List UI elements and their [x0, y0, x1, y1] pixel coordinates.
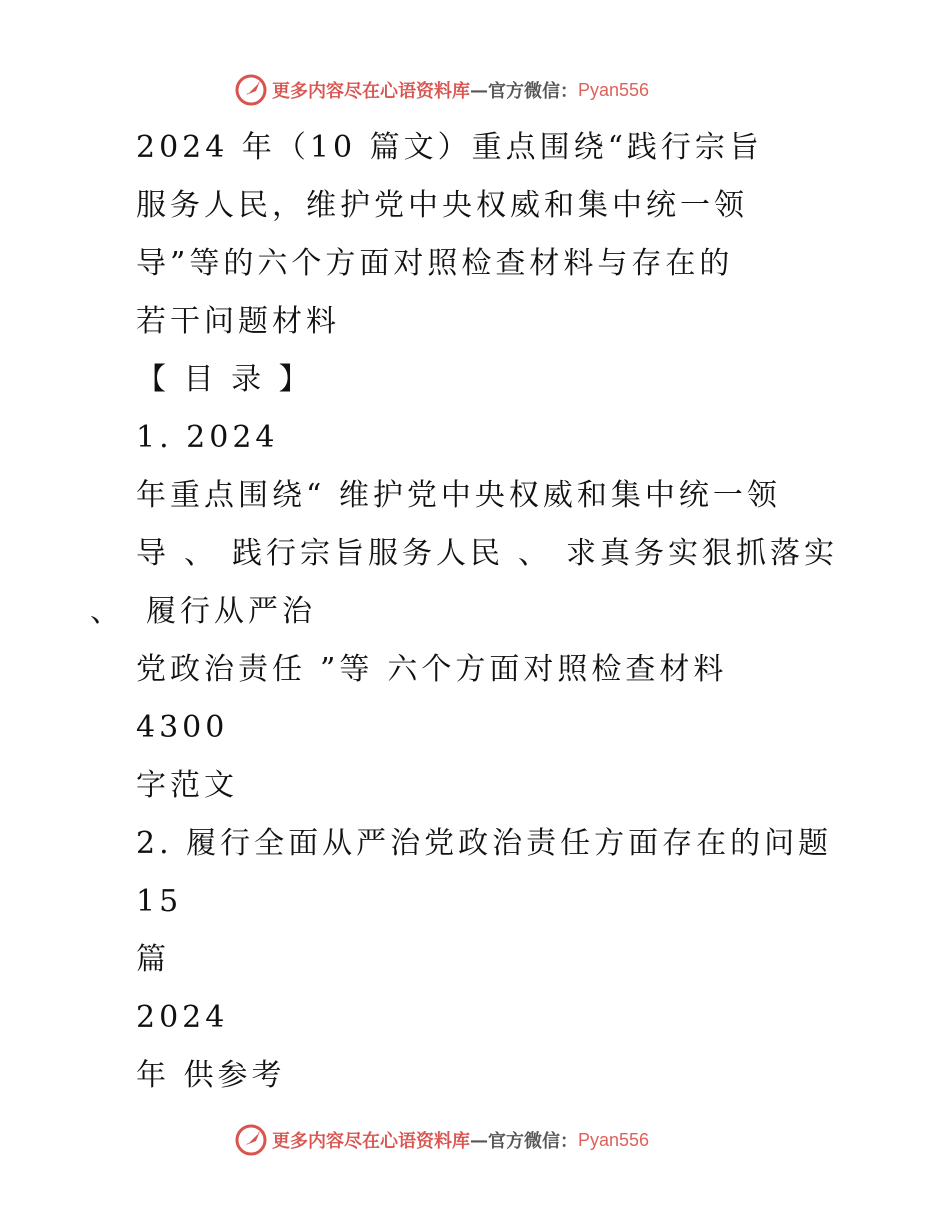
toc-separator: 、 [184, 536, 218, 571]
title-line-2: 服务人民，维护党中央权威和集中统一领 [136, 188, 748, 223]
watermark-header [234, 72, 649, 108]
toc-item-1-line-3 [136, 534, 838, 574]
toc-item-1-line-5 [136, 650, 727, 690]
watermark-wechat-id: Pyan556 [578, 79, 650, 100]
toc-item-2-count: 15 [136, 884, 183, 919]
toc-separator: 、 [90, 594, 124, 629]
watermark-brand: 更多内容尽在心语资料库 [272, 1131, 470, 1152]
watermark-footer [234, 1122, 649, 1158]
toc-text: 党政治责任 [136, 652, 306, 687]
feather-logo-icon [234, 73, 268, 107]
toc-text: 六个方面对照检查材料 [387, 652, 728, 687]
toc-item-1-line-4 [90, 592, 316, 632]
toc-text: 践行宗旨服务人民 [232, 536, 504, 571]
toc-text: 求真务实狠抓落实 [566, 536, 838, 571]
toc-item-2-line-3: 篇 [136, 942, 170, 977]
toc-separator: 、 [518, 536, 552, 571]
title-line-4: 若干问题材料 [136, 304, 340, 339]
toc-heading: 【 目 录 】 [136, 362, 313, 397]
watermark-dash: — [470, 1129, 488, 1151]
watermark-wechat-id: Pyan556 [578, 1129, 650, 1150]
toc-text: ”等 [320, 652, 374, 687]
toc-item-1-line-7: 字范文 [136, 768, 238, 803]
toc-item-2-line-1: 2. 履行全面从严治党政治责任方面存在的问题 [136, 826, 833, 861]
watermark-wechat-label: 官方微信： [488, 81, 578, 102]
watermark-dash: — [470, 79, 488, 101]
toc-text: 导 [136, 536, 170, 571]
watermark-wechat-label: 官方微信： [488, 1131, 578, 1152]
toc-item-2-year: 2024 [136, 1000, 229, 1035]
title-line-3: 导”等的六个方面对照检查材料与存在的 [136, 246, 734, 281]
toc-item-2-line-5: 年 供参考 [136, 1058, 286, 1093]
toc-text: 履行从严治 [146, 594, 316, 629]
title-line-1: 2024 年（10 篇文）重点围绕“践行宗旨 [136, 130, 763, 165]
toc-item-1-number: 1. 2024 [136, 420, 279, 455]
watermark-brand: 更多内容尽在心语资料库 [272, 81, 470, 102]
toc-item-1-word-count: 4300 [136, 710, 229, 745]
toc-item-1-line-2: 年重点围绕“ 维护党中央权威和集中统一领 [136, 478, 781, 513]
feather-logo-icon [234, 1123, 268, 1157]
